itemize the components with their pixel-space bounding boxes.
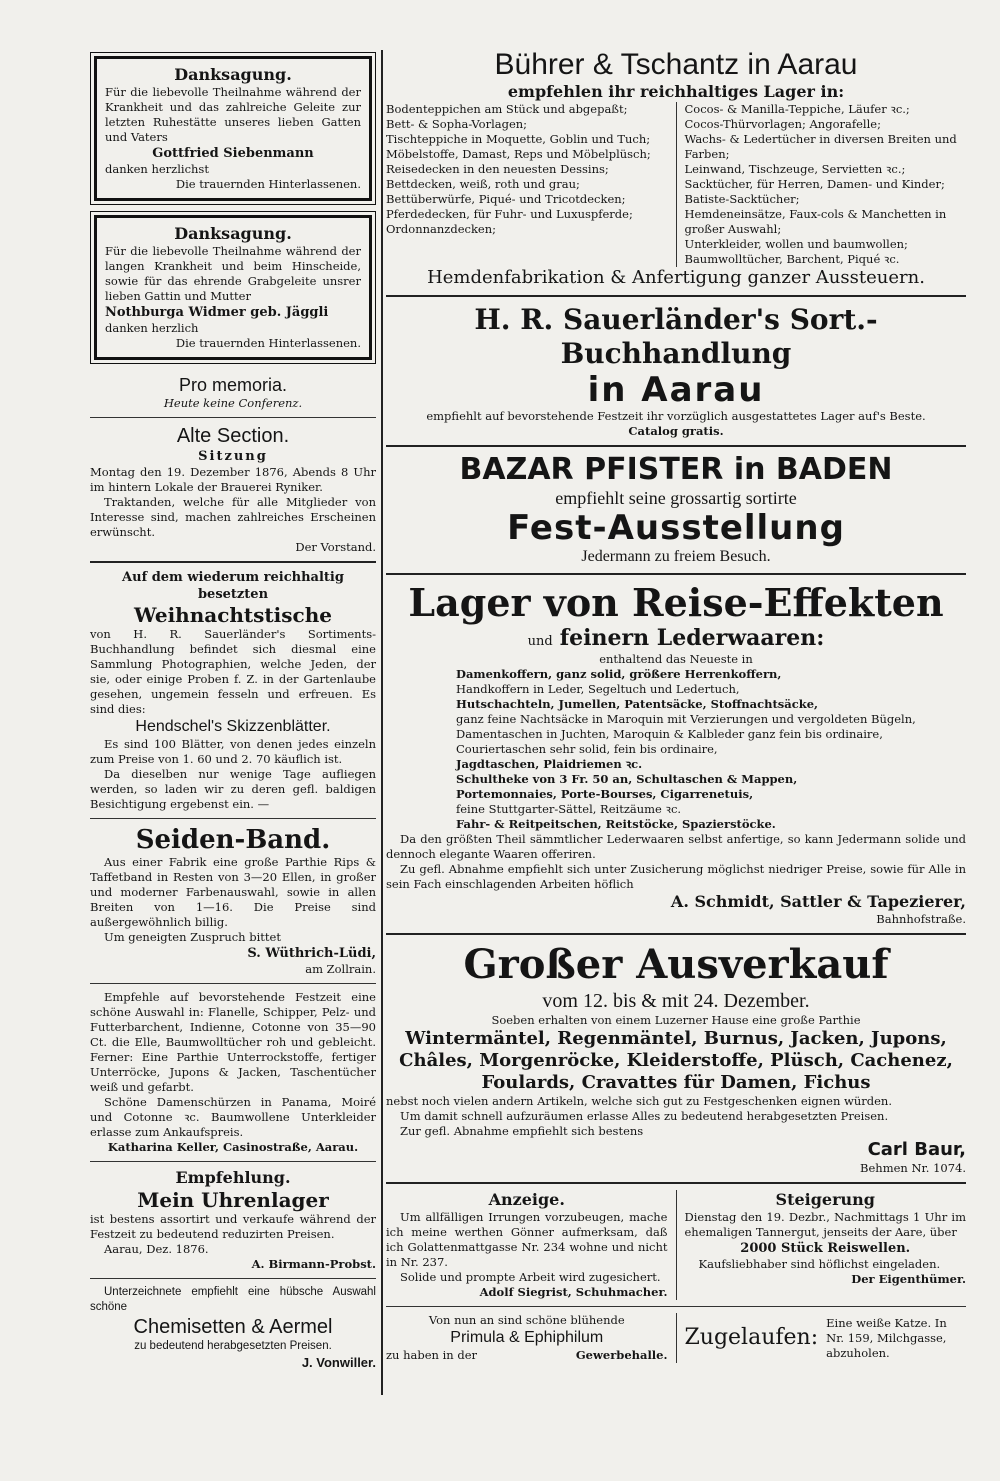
left-column bbox=[90, 48, 376, 1371]
list-item: Schultheke von 3 Fr. 50 an, Schultaschen & Mappen, bbox=[456, 772, 798, 786]
product-line: Hemdeneinsätze, Faux-cols & Manchetten in großer Auswahl; bbox=[684, 207, 947, 236]
danksagung-notice-2 bbox=[94, 215, 372, 360]
ad-body: Aus einer Fabrik eine große Parthie Rips & Taffetband in Resten von 3—20 Ellen, in großer und moderner Farbenauswahl, sowie in allen Breiten von 1—16. Die Preise sind außergewöhnlich billig. bbox=[90, 855, 376, 929]
ad-body-3: Da dieselben nur wenige Tage aufliegen werden, so laden wir zu deren gefl. baldigen Besichtigung ergebenst ein. — bbox=[90, 767, 376, 811]
ad-title: Zugelaufen: bbox=[684, 1325, 819, 1350]
weihnachtstische-ad bbox=[90, 569, 376, 812]
ad-body: ist bestens assortirt und verkaufe während der Festzeit zu bedeutend reduzirten Preisen. bbox=[90, 1212, 376, 1241]
notice-subtitle: Heute keine Conferenz. bbox=[163, 396, 303, 410]
ad-dates: vom 12. bis & mit 24. Dezember. bbox=[542, 990, 810, 1012]
ad-subtitle: empfehlen ihr reichhaltiges Lager in: bbox=[507, 82, 845, 101]
notice-thanks: danken herzlich bbox=[105, 321, 199, 335]
product-line: Unterkleider, wollen und baumwollen; bbox=[684, 237, 908, 251]
column-divider bbox=[381, 50, 383, 1395]
ad-body: Unterzeichnete empfiehlt eine hübsche Auswahl schöne bbox=[90, 1286, 376, 1313]
product-line: Cocos-Thürvorlagen; Angorafelle; bbox=[684, 117, 881, 131]
ad-body-2: Es sind 100 Blätter, von denen jedes einzeln zum Preise von 1. 60 und 2. 70 käuflich ist. bbox=[90, 737, 376, 766]
ad-signature: J. Vonwiller. bbox=[301, 1355, 376, 1370]
ad-address: Behmen Nr. 1074. bbox=[860, 1161, 966, 1175]
vonwiller-ad bbox=[90, 1285, 376, 1371]
product-line: Cocos- & Manilla-Teppiche, Läufer ꝛc.; bbox=[684, 102, 910, 116]
ad-body-2: Kaufsliebhaber sind höflichst eingeladen. bbox=[698, 1257, 941, 1271]
danksagung-notice-1 bbox=[94, 56, 372, 201]
notice-body: Für die liebevolle Theilnahme während der langen Krankheit und beim Hinscheide, sowie für das ehrende Grabgeleite unsrer lieben Gattin und Mutter bbox=[105, 244, 361, 303]
ad-items-line: Châles, Morgenröcke, Kleiderstoffe, Plüsch, Cachenez, bbox=[399, 1050, 953, 1071]
product-line: Baumwolltücher, Barchent, Piqué ꝛc. bbox=[684, 252, 900, 266]
ad-body-2: Zu gefl. Abnahme empfiehlt sich unter Zusicherung möglichst niedriger Preise, sowie für Alle in sein Fach einschlagenden Arbeiten höflich bbox=[386, 862, 966, 891]
ad-body: Eine weiße Katze. In Nr. 159, Milchgasse, abzuholen. bbox=[826, 1315, 947, 1360]
product-line: Bettdecken, weiß, roth und grau; bbox=[386, 177, 580, 191]
notice-title: Pro memoria. bbox=[178, 375, 288, 395]
list-item: Couriertaschen sehr solid, fein bis ordinaire, bbox=[456, 742, 718, 756]
list-item: Fahr- & Reitpeitschen, Reitstöcke, Spazierstöcke. bbox=[456, 817, 776, 831]
list-item: ganz feine Nachtsäcke in Maroquin mit Verzierungen und vergoldeten Bügeln, bbox=[456, 712, 916, 726]
seiden-band-ad bbox=[90, 825, 376, 977]
product-line: Ordonnanzdecken; bbox=[386, 222, 497, 236]
product-line: Wachs- & Ledertücher in diversen Breiten und Farben; bbox=[684, 132, 957, 161]
ad-body: Da den größten Theil sämmtlicher Lederwaaren selbst anfertige, so kann Jedermann solide und dennoch elegante Waaren offeriren. bbox=[386, 832, 966, 861]
notice-title: Danksagung. bbox=[174, 224, 292, 243]
notice-title: Alte Section. bbox=[176, 425, 290, 447]
ad-where: zu haben in der bbox=[386, 1348, 478, 1362]
anzeige-ad bbox=[386, 1190, 668, 1300]
ad-body: Dienstag den 19. Dezbr., Nachmittags 1 Uhr im ehemaligen Tannergut, jenseits der Aare, über bbox=[684, 1210, 966, 1239]
keller-textile-ad bbox=[90, 990, 376, 1155]
ad-address: am Zollrain. bbox=[305, 962, 376, 976]
product-line: Möbelstoffe, Damast, Reps und Möbelplüsch; bbox=[386, 147, 651, 161]
ad-title: Weihnachtstische bbox=[134, 603, 332, 627]
ad-footer bbox=[386, 1348, 668, 1363]
ausverkauf-ad bbox=[386, 941, 966, 1176]
notice-signature: Der Vorstand. bbox=[295, 540, 376, 554]
ad-signature: S. Wüthrich-Lüdi, bbox=[247, 946, 376, 961]
product-line: Bettüberwürfe, Piqué- und Tricotdecken; bbox=[386, 192, 626, 206]
ad-subtitle bbox=[386, 625, 966, 652]
list-item: Portemonnaies, Porte-Bourses, Cigarrenetuis, bbox=[456, 787, 754, 801]
list-item: Hutschachteln, Jumellen, Patentsäcke, Stoffnachtsäcke, bbox=[456, 697, 819, 711]
ad-body-3: Zur gefl. Abnahme empfiehlt sich bestens bbox=[400, 1124, 644, 1138]
ad-body-2: Um damit schnell aufzuräumen erlasse Alles zu bedeutend herabgesetzten Preisen. bbox=[400, 1109, 889, 1123]
primula-ad bbox=[386, 1313, 668, 1363]
product-line: Bodenteppichen am Stück und abgepaßt; bbox=[386, 102, 628, 116]
notice-thanks: danken herzlichst bbox=[105, 162, 209, 176]
ad-intro: enthaltend das Neueste in bbox=[599, 652, 753, 666]
notice-body: Für die liebevolle Theilnahme während der Krankheit und das zahlreiche Geleite zur letzten Ruhestätte unseres lieben Gatten und Vaters bbox=[105, 85, 361, 144]
pro-memoria-notice bbox=[90, 374, 376, 411]
ad-title: Großer Ausverkauf bbox=[463, 941, 889, 988]
ad-subtitle: empfiehlt seine grossartig sortirte bbox=[555, 488, 797, 508]
ad-title: H. R. Sauerländer's Sort.-Buchhandlung bbox=[474, 303, 878, 370]
ad-signature: A. Schmidt, Sattler & Tapezierer, bbox=[670, 892, 966, 911]
right-column bbox=[386, 48, 966, 1363]
list-item: Damenkoffern, ganz solid, größere Herrenkoffern, bbox=[456, 667, 782, 681]
ad-items-line: Foulards, Cravattes für Damen, Fichus bbox=[481, 1072, 871, 1093]
small-ads-row-1 bbox=[386, 1190, 966, 1300]
reise-effekten-ad bbox=[386, 581, 966, 927]
ad-title: BAZAR PFISTER in BADEN bbox=[459, 452, 893, 487]
product-line: Reisedecken in den neuesten Dessins; bbox=[386, 162, 609, 176]
product-columns bbox=[386, 102, 966, 267]
notice-title: Danksagung. bbox=[174, 65, 292, 84]
ad-heading: Empfehlung. bbox=[175, 1168, 291, 1187]
ad-footer: Jedermann zu freiem Besuch. bbox=[581, 548, 771, 565]
ad-title: Primula & Ephiphilum bbox=[450, 1329, 604, 1346]
product-line: Pferdedecken, für Fuhr- und Luxuspferde; bbox=[386, 207, 633, 221]
ad-place: Gewerbehalle. bbox=[575, 1348, 668, 1362]
ad-title: Lager von Reise-Effekten bbox=[408, 580, 944, 625]
ad-place-date: Aarau, Dez. 1876. bbox=[104, 1242, 209, 1256]
ad-signature: Carl Baur, bbox=[867, 1139, 966, 1160]
ad-highlight: 2000 Stück Reiswellen. bbox=[740, 1241, 911, 1256]
deceased-name: Gottfried Siebenmann bbox=[152, 146, 314, 161]
ad-title: Steigerung bbox=[775, 1190, 875, 1209]
small-ads-row-2 bbox=[386, 1313, 966, 1363]
ad-body: von H. R. Sauerländer's Sortiments-Buchhandlung befindet sich diesmal eine Sammlung Photographien, welche Jeden, der sie, oder einige Proben f. Z. in der Gartenlaube gesehen, ungemein fesseln und erfreuen. Es sind dies: bbox=[90, 627, 376, 716]
ad-body-2: Solide und prompte Arbeit wird zugesichert. bbox=[400, 1270, 661, 1284]
ad-heading: Auf dem wiederum reichhaltig besetzten bbox=[122, 570, 344, 602]
ad-headline: Fest-Ausstellung bbox=[507, 508, 845, 548]
ad-items-line: Wintermäntel, Regenmäntel, Burnus, Jacken, Jupons, bbox=[405, 1028, 947, 1049]
ad-body-2: Schöne Damenschürzen in Panama, Moiré und Cotonne ꝛc. Baumwollene Unterkleider erlasse zum Ankaufspreis. bbox=[90, 1095, 376, 1139]
notice-signature: Die trauernden Hinterlassenen. bbox=[175, 336, 361, 350]
ad-catalog: Catalog gratis. bbox=[628, 424, 724, 438]
ad-signature: Katharina Keller, Casinostraße, Aarau. bbox=[107, 1140, 359, 1154]
ad-title: Chemisetten & Aermel bbox=[133, 1316, 333, 1338]
notice-body-2: Traktanden, welche für alle Mitglieder von Interesse sind, machen zahlreiches Erscheinen erwünscht. bbox=[90, 495, 376, 539]
product-name: Hendschel's Skizzenblätter. bbox=[135, 718, 331, 735]
buehrer-tschantz-ad bbox=[386, 48, 966, 289]
notice-body: Montag den 19. Dezember 1876, Abends 8 Uhr im hintern Lokale der Brauerei Ryniker. bbox=[90, 465, 376, 494]
ad-title: Anzeige. bbox=[488, 1190, 565, 1209]
zugelaufen-ad bbox=[685, 1313, 967, 1363]
ad-body: Empfehle auf bevorstehende Festzeit eine schöne Auswahl in: Flanelle, Schipper, Pelz- und Futterbarchent, Indienne, Cotonne von 35—90 Ct. die Elle, Baumwolltücher roh und gebleicht. Ferner: Eine Parthie Unterrockstoffe, fertiger Unterröcke, Jupons & Jacken, Taschentücher weiß und gefarbt. bbox=[90, 990, 376, 1094]
ad-body: empfiehlt auf bevorstehende Festzeit ihr vorzüglich ausgestattetes Lager auf's Beste. bbox=[426, 409, 926, 423]
ad-title: Seiden-Band. bbox=[135, 825, 331, 855]
uhrenlager-ad bbox=[90, 1168, 376, 1272]
ad-title: Mein Uhrenlager bbox=[137, 1188, 329, 1212]
ad-address: Bahnhofstraße. bbox=[876, 912, 966, 926]
ad-signature: Der Eigenthümer. bbox=[851, 1272, 966, 1286]
list-item: Jagdtaschen, Plaidriemen ꝛc. bbox=[456, 757, 643, 771]
list-item: Damentaschen in Juchten, Maroquin & Kalbleder ganz fein bis ordinaire, bbox=[456, 727, 883, 741]
steigerung-ad bbox=[685, 1190, 967, 1300]
item-list bbox=[386, 667, 966, 832]
product-line: Tischteppiche in Moquette, Goblin und Tuch; bbox=[386, 132, 651, 146]
ad-subtitle-text: feinern Lederwaaren: bbox=[559, 625, 825, 651]
ad-title: Bührer & Tschantz in Aarau bbox=[494, 48, 858, 81]
ad-footer: Hemdenfabrikation & Anfertigung ganzer Aussteuern. bbox=[427, 267, 925, 288]
ad-intro: Von nun an sind schöne blühende bbox=[428, 1313, 625, 1327]
list-item: Handkoffern in Leder, Segeltuch und Ledertuch, bbox=[456, 682, 740, 696]
bazar-pfister-ad bbox=[386, 453, 966, 567]
sauerlaender-ad bbox=[386, 303, 966, 439]
ad-request: Um geneigten Zuspruch bittet bbox=[104, 930, 281, 944]
ad-body: nebst noch vielen andern Artikeln, welche sich gut zu Festgeschenken eignen würden. bbox=[386, 1094, 892, 1108]
ad-signature: Adolf Siegrist, Schuhmacher. bbox=[479, 1285, 668, 1299]
list-item: feine Stuttgarter-Sättel, Reitzäume ꝛc. bbox=[456, 802, 682, 816]
product-line: Bett- & Sopha-Vorlagen; bbox=[386, 117, 528, 131]
notice-signature: Die trauernden Hinterlassenen. bbox=[175, 177, 361, 191]
product-line: Sacktücher, für Herren, Damen- und Kinder; bbox=[684, 177, 945, 191]
alte-section-notice bbox=[90, 424, 376, 555]
product-line: Batiste-Sacktücher; bbox=[684, 192, 800, 206]
ad-body: Um allfälligen Irrungen vorzubeugen, mache ich meine werthen Gönner aufmerksam, daß ich Golattenmattgasse Nr. 234 wohne und nicht in Nr. 237. bbox=[386, 1210, 668, 1269]
deceased-name: Nothburga Widmer geb. Jäggli bbox=[105, 305, 329, 320]
notice-subtitle: Sitzung bbox=[198, 449, 268, 464]
ad-city: in Aarau bbox=[587, 370, 765, 410]
ad-body-2: zu bedeutend herabgesetzten Preisen. bbox=[134, 1340, 332, 1352]
ad-subtitle-and: und bbox=[527, 634, 553, 649]
product-line: Leinwand, Tischzeuge, Servietten ꝛc.; bbox=[684, 162, 906, 176]
ad-intro: Soeben erhalten von einem Luzerner Hause eine große Parthie bbox=[491, 1013, 861, 1027]
ad-signature: A. Birmann-Probst. bbox=[251, 1257, 376, 1271]
